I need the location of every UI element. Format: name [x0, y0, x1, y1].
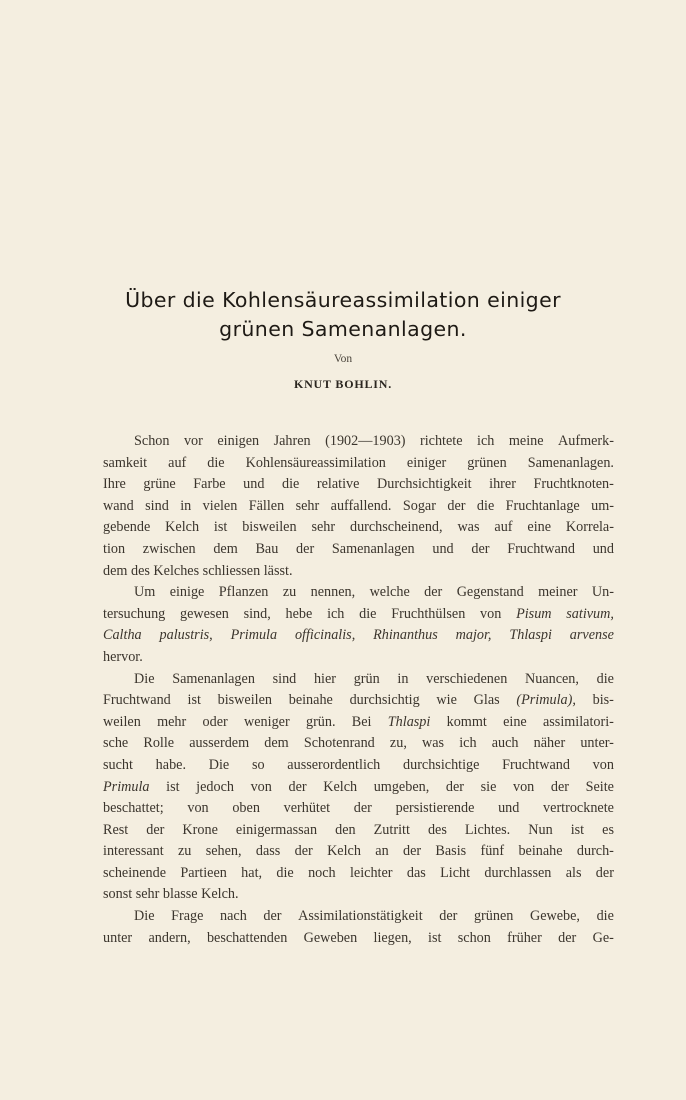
word: Samenanlagen.: [527, 454, 614, 471]
word: Rest: [103, 821, 129, 838]
word: der: [402, 843, 422, 860]
word: sind: [145, 497, 169, 514]
word: die: [282, 476, 300, 493]
word: gewesen: [180, 605, 229, 622]
word: Fruchtwand: [507, 540, 575, 557]
word: Kohlensäureassimilation: [245, 454, 386, 471]
word: der: [439, 908, 458, 925]
word: unter-: [580, 735, 614, 752]
word: leichter: [349, 864, 393, 881]
text-line: [103, 690, 614, 712]
text-line: [103, 906, 614, 928]
text-line: [103, 604, 614, 626]
word: der: [353, 800, 372, 817]
word: vertrocknete: [543, 800, 614, 817]
text-line: [103, 841, 614, 863]
word: mehr: [157, 713, 187, 730]
text-line: [103, 884, 614, 906]
word: und: [592, 540, 614, 557]
word: interessant: [103, 843, 164, 860]
word: vor: [183, 433, 203, 449]
word: umgeben,: [373, 778, 430, 795]
word: dass: [255, 843, 281, 860]
word: sind: [272, 670, 297, 687]
word: Um: [134, 584, 156, 601]
word: noch: [308, 864, 336, 881]
text-line: [103, 474, 614, 496]
word: in: [180, 497, 192, 514]
word: Frage: [171, 908, 204, 925]
word: durchscheinend,: [349, 519, 443, 536]
text-line: [103, 431, 614, 453]
text-line: [103, 561, 614, 583]
word: Die: [134, 670, 155, 687]
word: zu,: [389, 735, 407, 752]
word: die: [359, 605, 377, 622]
word: hat,: [241, 864, 263, 881]
word: auch: [491, 735, 519, 752]
word: gebende: [103, 519, 151, 536]
word: meine: [508, 433, 544, 449]
word: ihrer: [489, 476, 516, 493]
word: ausserordentlich: [287, 756, 381, 773]
word: Durchsichtigkeit: [377, 476, 472, 493]
word: ich: [327, 605, 345, 622]
word: Fruchtknoten-: [533, 476, 614, 493]
word: ist: [213, 519, 228, 536]
word: beschattenden: [206, 929, 288, 946]
word: grünen: [467, 454, 507, 471]
word: früher: [507, 929, 542, 946]
word: der: [445, 778, 464, 795]
word: grüne: [143, 476, 176, 493]
text-line: [103, 539, 614, 561]
word: ist: [166, 778, 180, 795]
word: an: [375, 843, 389, 860]
word: um-: [591, 497, 614, 514]
word: das: [406, 864, 426, 881]
word: dem: [213, 540, 238, 557]
word: Samenanlagen: [172, 670, 255, 687]
word: die: [276, 864, 294, 881]
word: unter: [103, 929, 133, 946]
word: assimilatori-: [542, 713, 614, 730]
word: ist: [428, 929, 442, 946]
text-run: sonst sehr blasse Kelch.: [103, 886, 239, 903]
word: durchsichtig: [349, 692, 420, 709]
word: tion: [103, 540, 126, 557]
word: andern,: [148, 929, 191, 946]
word: bisweilen: [242, 519, 297, 536]
author-name: KNUT BOHLIN.: [293, 377, 393, 391]
word: einiger: [406, 454, 447, 471]
word: der: [294, 843, 313, 860]
word: sehen,: [205, 843, 242, 860]
word: der: [424, 584, 443, 601]
word: auffallend.: [330, 497, 392, 514]
word: verschiedenen: [426, 670, 508, 687]
word: wand: [103, 497, 134, 514]
word: oben: [232, 800, 260, 817]
word: die: [207, 454, 225, 471]
word: Lichtes.: [464, 821, 511, 838]
word: sativum,: [566, 605, 614, 622]
article-title: [0, 286, 686, 344]
word: Krone: [182, 821, 218, 838]
word: Kelch: [323, 778, 358, 795]
word: grünen: [473, 908, 514, 925]
word: von: [250, 778, 272, 795]
word: Primula: [103, 778, 150, 795]
text-line: [103, 733, 614, 755]
word: und: [498, 800, 520, 817]
word: officinalis,: [294, 627, 356, 644]
word: nennen,: [310, 584, 356, 601]
word: näher: [533, 735, 566, 752]
word: die: [596, 670, 614, 687]
word: der: [296, 540, 315, 557]
word: habe.: [155, 756, 187, 773]
title-line-1: Über die Kohlensäureassimilation einiger: [125, 288, 561, 312]
word: und: [243, 476, 265, 493]
text-line: [103, 582, 614, 604]
text-line: [103, 798, 614, 820]
word: bisweilen: [217, 692, 272, 709]
word: bis-: [592, 692, 614, 709]
text-line: [103, 496, 614, 518]
word: samkeit: [103, 454, 148, 471]
word: oder: [202, 713, 228, 730]
word: Schotenrand: [303, 735, 375, 752]
word: Ihre: [103, 476, 126, 493]
word: von: [480, 605, 502, 622]
word: Fruchthülsen: [391, 605, 466, 622]
word: scheinende: [103, 864, 167, 881]
word: Kelch: [327, 843, 361, 860]
text-line: [103, 517, 614, 539]
text-line: [103, 712, 614, 734]
word: ich: [459, 735, 477, 752]
word: beschattet;: [103, 800, 164, 817]
word: weniger: [244, 713, 290, 730]
word: der: [146, 821, 165, 838]
word: Schon: [134, 433, 170, 449]
word: sche: [103, 735, 129, 752]
word: major,: [455, 627, 492, 644]
word: Zutritt: [373, 821, 410, 838]
word: Nun: [528, 821, 553, 838]
word: fünf: [480, 843, 505, 860]
word: jedoch: [196, 778, 234, 795]
word: tersuchung: [103, 605, 166, 622]
word: Aufmerk-: [558, 433, 614, 449]
word: Un-: [591, 584, 614, 601]
word: Kelch: [165, 519, 200, 536]
word: durchlassen: [484, 864, 552, 881]
word: Assimilationstätigkeit: [298, 908, 423, 925]
text-line: [103, 820, 614, 842]
word: schon: [457, 929, 491, 946]
word: Thlaspi: [509, 627, 552, 644]
text-line: [103, 928, 614, 950]
word: eine: [527, 519, 552, 536]
word: relative: [316, 476, 360, 493]
text-run: dem des Kelches schliessen lässt.: [103, 562, 293, 579]
text-line: [103, 453, 614, 475]
word: Gewebe,: [529, 908, 580, 925]
word: der: [558, 929, 577, 946]
word: ist: [570, 821, 585, 838]
word: vielen: [202, 497, 238, 514]
word: Rolle: [143, 735, 175, 752]
word: Fruchtanlage: [505, 497, 580, 514]
word: Licht: [440, 864, 471, 881]
word: (Primula),: [516, 692, 576, 709]
word: einige: [169, 584, 205, 601]
word: der: [263, 908, 282, 925]
word: Samenanlagen: [331, 540, 415, 557]
word: sehr: [311, 519, 336, 536]
word: auf: [494, 519, 513, 536]
word: wie: [436, 692, 457, 709]
word: Sogar: [402, 497, 436, 514]
word: Geweben: [303, 929, 358, 946]
word: sind,: [243, 605, 271, 622]
word: nach: [220, 908, 247, 925]
word: Rhinanthus: [373, 627, 438, 644]
word: Fruchtwand: [103, 692, 171, 709]
word: was: [457, 519, 480, 536]
word: richtete: [420, 433, 463, 449]
word: kommt: [446, 713, 487, 730]
text-line: [103, 755, 614, 777]
title-line-2: grünen Samenanlagen.: [219, 317, 467, 341]
word: als: [565, 864, 582, 881]
word: Seite: [585, 778, 614, 795]
word: so: [251, 756, 265, 773]
word: einigen: [217, 433, 260, 449]
byline-von: Von: [333, 353, 353, 365]
text-run: hervor.: [103, 648, 143, 665]
word: der: [595, 864, 614, 881]
word: die: [596, 908, 614, 925]
word: Fruchtwand: [502, 756, 570, 773]
word: eine: [503, 713, 527, 730]
word: und: [432, 540, 454, 557]
word: Die: [208, 756, 230, 773]
word: der: [471, 540, 490, 557]
text-line: [103, 625, 614, 647]
word: weilen: [103, 713, 141, 730]
word: Bei: [351, 713, 372, 730]
word: Caltha: [103, 627, 142, 644]
word: Glas: [473, 692, 500, 709]
word: Basis: [435, 843, 467, 860]
word: Jahren: [273, 433, 311, 449]
word: des: [427, 821, 447, 838]
word: beinahe: [518, 843, 563, 860]
word: der: [550, 778, 569, 795]
word: Die: [134, 908, 155, 925]
word: der: [288, 778, 307, 795]
word: (1902—1903): [325, 433, 406, 449]
word: der: [447, 497, 466, 514]
word: verhütet: [283, 800, 331, 817]
word: sehr: [295, 497, 320, 514]
word: einigermassan: [235, 821, 318, 838]
word: Korrela-: [565, 519, 614, 536]
word: Fällen: [248, 497, 285, 514]
word: Farbe: [193, 476, 226, 493]
word: zwischen: [142, 540, 196, 557]
word: sucht: [103, 756, 133, 773]
word: sie: [480, 778, 497, 795]
word: Primula: [230, 627, 278, 644]
word: palustris,: [159, 627, 213, 644]
word: durch-: [576, 843, 614, 860]
word: hebe: [285, 605, 313, 622]
word: Gegenstand: [456, 584, 524, 601]
word: dem: [264, 735, 289, 752]
word: grün.: [305, 713, 336, 730]
word: zu: [177, 843, 192, 860]
word: meiner: [538, 584, 578, 601]
word: den: [335, 821, 356, 838]
word: hier: [313, 670, 337, 687]
word: Pflanzen: [218, 584, 269, 601]
word: zu: [282, 584, 297, 601]
word: ausserdem: [189, 735, 250, 752]
word: durchsichtige: [403, 756, 480, 773]
body-text: [103, 431, 614, 949]
word: arvense: [569, 627, 614, 644]
word: auf: [168, 454, 187, 471]
word: Bau: [255, 540, 279, 557]
text-line: [103, 647, 614, 669]
word: Pisum: [516, 605, 552, 622]
word: es: [602, 821, 614, 838]
text-line: [103, 777, 614, 799]
word: was: [422, 735, 445, 752]
word: welche: [369, 584, 410, 601]
word: beinahe: [288, 692, 333, 709]
text-line: [103, 863, 614, 885]
word: von: [592, 756, 614, 773]
word: grün: [353, 670, 380, 687]
word: von: [512, 778, 535, 795]
word: ich: [477, 433, 495, 449]
word: von: [187, 800, 209, 817]
text-line: [103, 669, 614, 691]
word: Thlaspi: [387, 713, 431, 730]
word: persistierende: [395, 800, 475, 817]
word: ist: [187, 692, 201, 709]
word: Nuancen,: [524, 670, 579, 687]
word: Ge-: [592, 929, 614, 946]
word: liegen,: [373, 929, 412, 946]
word: in: [397, 670, 409, 687]
word: Partieen: [180, 864, 227, 881]
word: die: [476, 497, 495, 514]
